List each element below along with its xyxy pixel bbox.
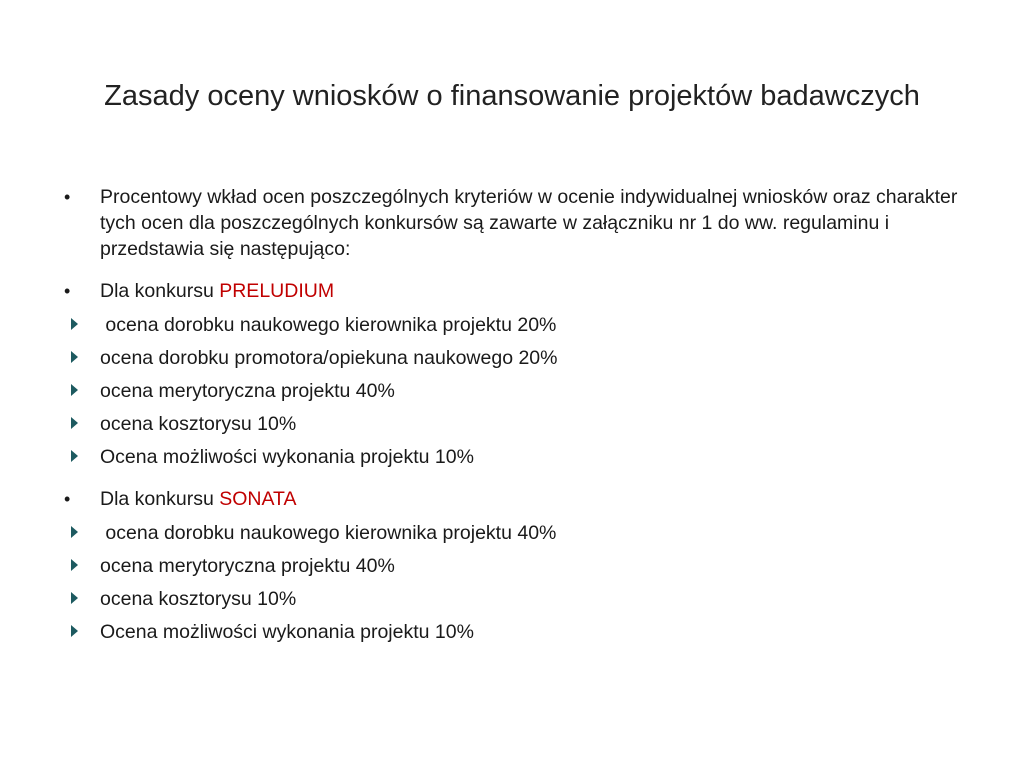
- list-item-text: ocena kosztorysu 10%: [100, 413, 297, 435]
- arrow-bullet-icon: [71, 384, 78, 396]
- list-item-text: ocena merytoryczna projektu 40%: [100, 380, 395, 402]
- list-item: [60, 553, 960, 579]
- list-item: [60, 312, 960, 338]
- intro-text: Procentowy wkład ocen poszczególnych kryteriów w ocenie indywidualnej wniosków oraz charakter tych ocen dla poszczególnych konkursów są zawarte w załączniku nr 1 do ww. regulaminu i przedstawia się następująco:: [100, 186, 958, 260]
- list-item-text: ocena dorobku naukowego kierownika projektu 20%: [100, 314, 557, 336]
- list-item: [60, 444, 960, 470]
- arrow-bullet-icon: [71, 592, 78, 604]
- list-item-text: ocena dorobku naukowego kierownika projektu 40%: [100, 522, 557, 544]
- arrow-bullet-icon: [71, 526, 78, 538]
- list-item: [60, 586, 960, 612]
- group-prefix: Dla konkursu: [100, 488, 220, 510]
- arrow-bullet-icon: [71, 417, 78, 429]
- list-item: [60, 411, 960, 437]
- slide-content: [60, 184, 960, 652]
- contest-name: SONATA: [219, 488, 297, 510]
- bullet-dot-icon: •: [64, 187, 71, 207]
- arrow-bullet-icon: [71, 318, 78, 330]
- list-item: [60, 345, 960, 371]
- list-item-text: Ocena możliwości wykonania projektu 10%: [100, 446, 474, 468]
- arrow-bullet-icon: [71, 450, 78, 462]
- intro-bullet: [60, 184, 960, 262]
- list-item: [60, 619, 960, 645]
- slide-title: Zasady oceny wniosków o finansowanie projektów badawczych: [104, 80, 920, 112]
- bullet-dot-icon: •: [64, 489, 71, 509]
- list-item: [60, 378, 960, 404]
- list-item: [60, 520, 960, 546]
- arrow-bullet-icon: [71, 625, 78, 637]
- contest-name: PRELUDIUM: [219, 280, 335, 302]
- list-item-text: ocena kosztorysu 10%: [100, 588, 297, 610]
- list-item-text: ocena merytoryczna projektu 40%: [100, 555, 395, 577]
- arrow-bullet-icon: [71, 559, 78, 571]
- list-item-text: ocena dorobku promotora/opiekuna naukowego 20%: [100, 347, 558, 369]
- list-item-text: Ocena możliwości wykonania projektu 10%: [100, 621, 474, 643]
- group-prefix: Dla konkursu: [100, 280, 220, 302]
- bullet-dot-icon: •: [64, 281, 71, 301]
- arrow-bullet-icon: [71, 351, 78, 363]
- group-heading-sonata: [60, 486, 960, 512]
- group-heading-preludium: [60, 278, 960, 304]
